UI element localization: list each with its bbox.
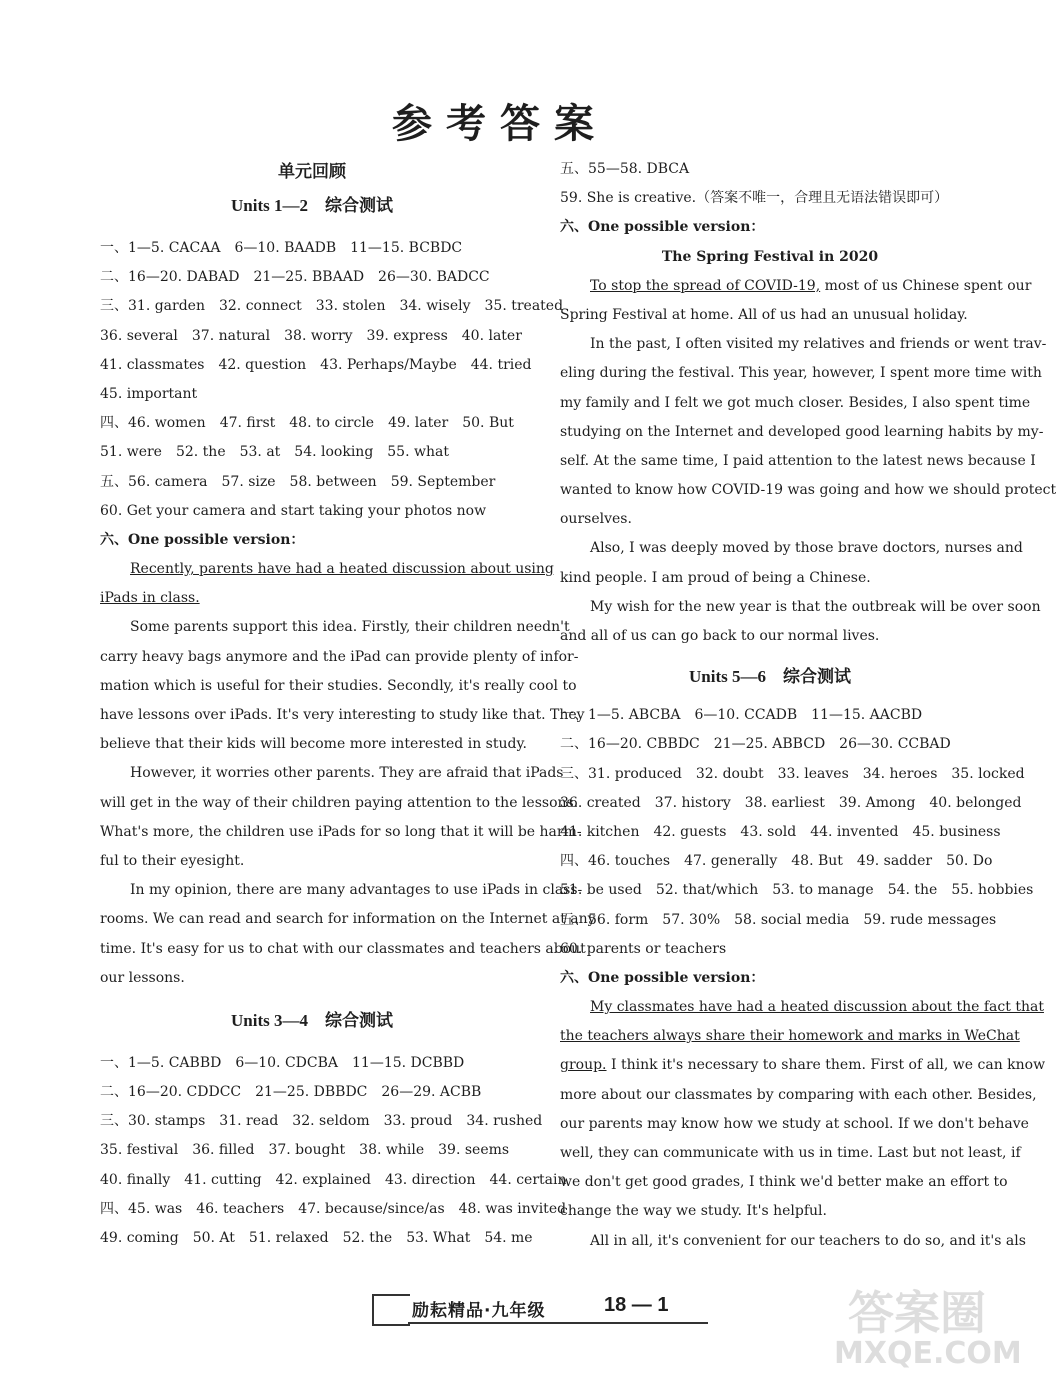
essay-label: 六、One possible version：	[560, 219, 765, 236]
essay-line: will get in the way of their children paying attention to the lessons.	[100, 794, 579, 811]
essay-line: time. It's easy for us to chat with our classmates and teachers about	[100, 940, 586, 957]
answer-line: 45. important	[100, 385, 198, 402]
essay-line: carry heavy bags anymore and the iPad can provide plenty of infor-	[100, 648, 579, 665]
essay-line: rooms. We can read and search for information on the Internet at any	[100, 911, 596, 928]
essay-line: Also, I was deeply moved by those brave doctors, nurses and	[590, 540, 1023, 557]
watermark-text: MXQE.COM	[834, 1336, 1022, 1371]
answer-line: 二、16—20. DABAD 21—25. BBAAD 26—30. BADCC	[100, 269, 490, 286]
underlined-text: the teachers always share their homework and marks in WeChat	[560, 1028, 1020, 1045]
answer-line: 一、1—5. CACAA 6—10. BAADB 11—15. BCBDC	[100, 240, 463, 256]
footer-bracket-icon	[372, 1294, 410, 1326]
answer-line: 36. several 37. natural 38. worry 39. express 40. later	[100, 327, 522, 344]
answer-line: 一、1—5. ABCBA 6—10. CCADB 11—15. AACBD	[560, 707, 923, 724]
essay-line: studying on the Internet and developed good learning habits by my-	[560, 423, 1044, 440]
underlined-text: My classmates have had a heated discussion about the fact that	[590, 999, 1044, 1016]
answer-line: 三、31. produced 32. doubt 33. leaves 34. heroes 35. locked	[560, 765, 1025, 782]
book-title: 励耘精品·九年级	[412, 1301, 546, 1321]
essay-line: eling during the festival. This year, however, I spent more time with	[560, 365, 1042, 382]
essay-text: most of us Chinese spent our	[820, 277, 1032, 294]
essay-line: All in all, it's convenient for our teachers to do so, and it's als	[590, 1232, 1026, 1249]
answer-line: 36. created 37. history 38. earliest 39. Among 40. belonged	[560, 794, 1022, 811]
page-title: 参考答案	[392, 100, 608, 147]
answer-line: 41. kitchen 42. guests 43. sold 44. invented 45. business	[560, 823, 1001, 840]
underlined-text: To stop the spread of COVID-19,	[590, 277, 821, 294]
answer-line: 二、16—20. CBBDC 21—25. ABBCD 26—30. CCBAD	[560, 736, 951, 753]
essay-line: ful to their eyesight.	[100, 852, 245, 869]
answer-line: 51. be used 52. that/which 53. to manage 54. the 55. hobbies	[560, 882, 1034, 899]
essay-line: Some parents support this idea. Firstly, their children needn't	[130, 619, 570, 636]
answer-line: 49. coming 50. At 51. relaxed 52. the 53. What 54. me	[100, 1230, 533, 1246]
essay-line: my family and I felt we got much closer. Besides, I also spent time	[560, 394, 1031, 411]
essay-line: believe that their kids will become more interested in study.	[100, 736, 527, 753]
essay-line: What's more, the children use iPads for so long that it will be harm-	[100, 823, 582, 840]
essay-title: The Spring Festival in 2020	[661, 248, 879, 265]
essay-line: kind people. I am proud of being a Chinese.	[560, 569, 871, 586]
essay-line: more about our classmates by comparing with each other. Besides,	[560, 1086, 1037, 1103]
answer-line: 四、45. was 46. teachers 47. because/since/as 48. was invited	[100, 1200, 567, 1217]
essay-line: self. At the same time, I paid attention to the latest news because I	[560, 452, 1036, 469]
answer-line: 60. Get your camera and start taking your photos now	[100, 502, 487, 519]
page-number: 18 — 1	[604, 1294, 669, 1316]
essay-line: change the way we study. It's helpful.	[560, 1203, 827, 1220]
answer-line: 五、56. camera 57. size 58. between 59. September	[100, 473, 496, 490]
essay-underlined-line	[560, 993, 1044, 1022]
answer-line: 41. classmates 42. question 43. Perhaps/Maybe 44. tried	[100, 356, 532, 373]
essay-line: our lessons.	[100, 969, 185, 986]
essay-label: 六、One possible version：	[100, 531, 305, 548]
answer-line: 三、30. stamps 31. read 32. seldom 33. proud 34. rushed	[100, 1113, 543, 1130]
essay-line: wanted to know how COVID-19 was going and how we should protect	[560, 482, 1056, 499]
essay-underlined-line	[560, 1022, 1020, 1051]
answer-line: 二、16—20. CDDCC 21—25. DBBDC 26—29. ACBB	[100, 1084, 482, 1101]
essay-label: 六、One possible version：	[560, 969, 765, 986]
essay-line: However, it worries other parents. They are afraid that iPads	[130, 765, 564, 782]
essay-line	[560, 1051, 1046, 1080]
answer-line: 四、46. women 47. first 48. to circle 49. later 50. But	[100, 415, 514, 432]
answer-line: 35. festival 36. filled 37. bought 38. while 39. seems	[100, 1142, 510, 1159]
answer-line: 51. were 52. the 53. at 54. looking 55. what	[100, 444, 449, 461]
units-1-2-title: Units 1—2 综合测试	[231, 196, 393, 215]
underlined-text: group.	[560, 1057, 607, 1074]
essay-line: My wish for the new year is that the outbreak will be over soon	[590, 598, 1041, 615]
section-heading: 单元回顾	[278, 162, 346, 182]
answer-line: 59. She is creative.（答案不唯一，合理且无语法错误即可）	[560, 190, 949, 207]
right-column	[560, 155, 1056, 1256]
answer-line: 五、55—58. DBCA	[560, 161, 690, 177]
footer-rule	[408, 1322, 708, 1324]
answer-line: 三、31. garden 32. connect 33. stolen 34. wisely 35. treated	[100, 298, 564, 315]
answer-line: 一、1—5. CABBD 6—10. CDCBA 11—15. DCBBD	[100, 1054, 465, 1071]
underlined-text: Recently, parents have had a heated discussion about using	[130, 561, 554, 578]
essay-text: I think it's necessary to share them. First of all, we can know	[606, 1057, 1046, 1074]
essay-underlined-line	[100, 584, 524, 613]
essay-line: our parents may know how we study at school. If we don't behave	[560, 1115, 1029, 1132]
underlined-text: iPads in class.	[100, 590, 200, 607]
essay-line: have lessons over iPads. It's very interesting to study like that. They	[100, 707, 585, 723]
essay-line: In my opinion, there are many advantages to use iPads in class-	[130, 882, 583, 899]
essay-line: well, they can communicate with us in time. Last but not least, if	[560, 1145, 1021, 1161]
answer-line: 四、46. touches 47. generally 48. But 49. sadder 50. Do	[560, 853, 993, 870]
essay-first-line	[560, 272, 1032, 301]
page-footer	[372, 1292, 712, 1326]
answer-line: 五、56. form 57. 30% 58. social media 59. rude messages	[560, 911, 997, 928]
essay-underlined-line	[100, 555, 554, 584]
essay-line: mation which is useful for their studies. Secondly, it's really cool to	[100, 677, 577, 694]
watermark	[822, 1277, 1022, 1377]
watermark-logo: 答案圈	[848, 1286, 986, 1340]
units-3-4-title: Units 3—4 综合测试	[231, 1010, 393, 1030]
answer-line: 40. finally 41. cutting 42. explained 43. direction 44. certain	[100, 1171, 567, 1188]
essay-line: we don't get good grades, I think we'd better make an effort to	[560, 1174, 1008, 1191]
units-5-6-title: Units 5—6 综合测试	[689, 667, 851, 687]
essay-line: Spring Festival at home. All of us had an unusual holiday.	[560, 306, 968, 323]
essay-line: ourselves.	[560, 511, 632, 528]
essay-line: In the past, I often visited my relatives and friends or went trav-	[590, 336, 1047, 353]
answer-line: 60. parents or teachers	[560, 940, 727, 957]
essay-line: and all of us can go back to our normal lives.	[560, 628, 880, 644]
